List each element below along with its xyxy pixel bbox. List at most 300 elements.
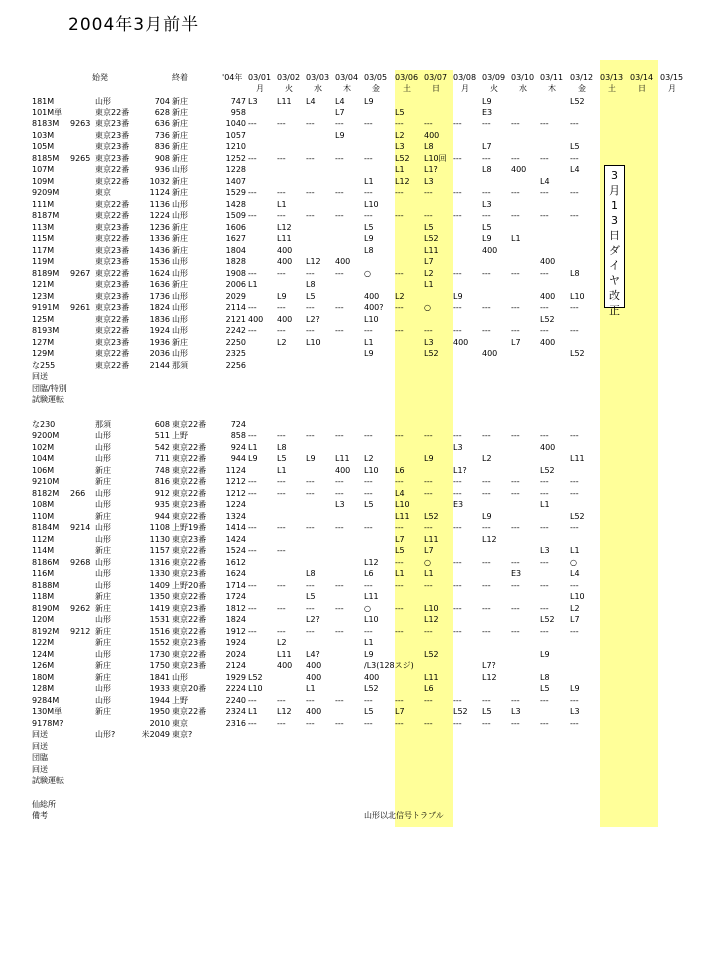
departure-time: 2036 — [149, 349, 170, 358]
destination-station: 山形 — [172, 211, 188, 220]
departure-time: 1436 — [149, 246, 170, 255]
train-number: 125M — [32, 315, 55, 324]
car-assignment: --- — [453, 604, 462, 613]
origin-station: 東京23番 — [95, 257, 130, 266]
car-assignment: --- — [395, 269, 404, 278]
car-assignment: L11 — [424, 535, 439, 544]
car-assignment: L11 — [277, 650, 292, 659]
origin-station: 東京22番 — [95, 234, 130, 243]
weekday-header: 木 — [343, 84, 351, 93]
destination-station: 山形 — [172, 303, 188, 312]
car-assignment: L1 — [248, 443, 258, 452]
destination-station: 東京22番 — [172, 627, 207, 636]
origin-station: 山形 — [95, 489, 111, 498]
departure-time: 936 — [154, 165, 170, 174]
destination-station: 山形 — [172, 165, 188, 174]
car-assignment: L9 — [540, 650, 550, 659]
destination-station: 新庄 — [172, 142, 188, 151]
car-assignment: --- — [570, 696, 579, 705]
car-assignment: ○ — [364, 269, 371, 278]
origin-station: 新庄 — [95, 673, 111, 682]
destination-station: 上野 — [172, 431, 188, 440]
origin-station: 東京22番 — [95, 108, 130, 117]
car-assignment: 400 — [364, 673, 380, 682]
car-assignment: --- — [395, 604, 404, 613]
weekday-header: 水 — [519, 84, 527, 93]
car-assignment: L7 — [335, 108, 345, 117]
train-number: 109M — [32, 177, 55, 186]
destination-station: 新庄 — [172, 223, 188, 232]
destination-station: 東京22番 — [172, 477, 207, 486]
car-assignment: L5 — [364, 223, 374, 232]
departure-time: 1108 — [149, 523, 170, 532]
car-assignment: L1 — [395, 569, 405, 578]
car-assignment: --- — [277, 719, 286, 728]
car-assignment: --- — [277, 326, 286, 335]
origin-station: 新庄 — [95, 627, 111, 636]
car-assignment: L9 — [482, 512, 492, 521]
arrival-time: 858 — [230, 431, 246, 440]
car-assignment: 400 — [277, 257, 293, 266]
arrival-time: 1428 — [225, 200, 246, 209]
date-header: 03/01 — [248, 73, 272, 82]
train-number: 104M — [32, 454, 55, 463]
car-assignment: --- — [277, 154, 286, 163]
car-assignment: L10 — [570, 292, 585, 301]
departure-time: 608 — [154, 420, 170, 429]
arrival-time: 1124 — [225, 466, 246, 475]
departure-time: 908 — [154, 154, 170, 163]
car-assignment: E3 — [511, 569, 522, 578]
car-assignment: --- — [482, 627, 491, 636]
weekday-header: 木 — [548, 84, 556, 93]
train-number: 181M — [32, 97, 55, 106]
car-assignment: --- — [540, 188, 549, 197]
car-assignment: L10 — [306, 338, 321, 347]
date-header: 03/02 — [277, 73, 301, 82]
car-assignment: --- — [248, 211, 257, 220]
arrival-time: 1714 — [225, 581, 246, 590]
destination-station: 上野20番 — [172, 581, 207, 590]
car-assignment: --- — [306, 581, 315, 590]
car-assignment: L10 — [364, 615, 379, 624]
origin-station: 山形 — [95, 569, 111, 578]
destination-station: 新庄 — [172, 108, 188, 117]
origin-station: 新庄 — [95, 604, 111, 613]
car-assignment: L2 — [482, 454, 492, 463]
car-assignment: L4 — [540, 177, 550, 186]
car-assignment: L7 — [424, 257, 434, 266]
car-assignment: --- — [335, 696, 344, 705]
origin-station: 那須 — [95, 420, 111, 429]
car-assignment: --- — [540, 696, 549, 705]
destination-station: 東京23番 — [172, 638, 207, 647]
alt-number: 9267 — [70, 269, 91, 278]
car-assignment: --- — [570, 489, 579, 498]
arrival-time: 1929 — [225, 673, 246, 682]
departure-time: 2144 — [149, 361, 170, 370]
train-number: 110M — [32, 512, 55, 521]
destination-station: 新庄 — [172, 131, 188, 140]
train-number: 回送 — [32, 372, 48, 381]
car-assignment: --- — [453, 581, 462, 590]
arrival-time: 1612 — [225, 558, 246, 567]
car-assignment: --- — [453, 523, 462, 532]
car-assignment: --- — [453, 119, 462, 128]
car-assignment: L12 — [277, 223, 292, 232]
car-assignment: --- — [335, 604, 344, 613]
train-number: 9178M? — [32, 719, 64, 728]
departure-time: 1950 — [149, 707, 170, 716]
car-assignment: --- — [277, 546, 286, 555]
car-assignment: --- — [482, 303, 491, 312]
car-assignment: --- — [482, 188, 491, 197]
car-assignment: --- — [453, 154, 462, 163]
car-assignment: --- — [540, 558, 549, 567]
car-assignment: --- — [482, 523, 491, 532]
train-number: 128M — [32, 684, 55, 693]
car-assignment: L1 — [248, 707, 258, 716]
car-assignment: --- — [395, 719, 404, 728]
car-assignment: --- — [511, 188, 520, 197]
car-assignment: --- — [424, 326, 433, 335]
car-assignment: --- — [364, 523, 373, 532]
arrival-time: 944 — [230, 454, 246, 463]
car-assignment: --- — [453, 211, 462, 220]
car-assignment: L9 — [306, 454, 316, 463]
car-assignment: L4 — [335, 97, 345, 106]
car-assignment: --- — [570, 431, 579, 440]
train-number: 120M — [32, 615, 55, 624]
car-assignment: L9 — [248, 454, 258, 463]
origin-station: 山形 — [95, 581, 111, 590]
date-header: 03/06 — [395, 73, 419, 82]
car-assignment: --- — [540, 604, 549, 613]
departure-time: 1136 — [149, 200, 170, 209]
date-header: 03/12 — [570, 73, 594, 82]
car-assignment: L1 — [364, 177, 374, 186]
car-assignment: 400 — [306, 673, 322, 682]
origin-station: 山形 — [95, 615, 111, 624]
destination-station: 東京22番 — [172, 546, 207, 555]
train-number: 9284M — [32, 696, 60, 705]
car-assignment: --- — [395, 477, 404, 486]
destination-station: 東京23番 — [172, 569, 207, 578]
destination-station: 東京22番 — [172, 707, 207, 716]
car-assignment: 400 — [335, 466, 351, 475]
weekday-header: 月 — [256, 84, 264, 93]
departure-time: 1157 — [149, 546, 170, 555]
car-assignment: L9 — [453, 292, 463, 301]
car-assignment: --- — [306, 431, 315, 440]
car-assignment: L5 — [395, 108, 405, 117]
car-assignment: L9 — [482, 234, 492, 243]
origin-header: 始発 — [92, 73, 108, 82]
car-assignment: --- — [424, 581, 433, 590]
car-assignment: --- — [424, 119, 433, 128]
car-assignment: L2 — [395, 292, 405, 301]
car-assignment: L3 — [248, 97, 258, 106]
car-assignment: --- — [424, 211, 433, 220]
car-assignment: --- — [364, 719, 373, 728]
train-number: 115M — [32, 234, 55, 243]
arrival-time: 1424 — [225, 535, 246, 544]
origin-station: 東京22番 — [95, 165, 130, 174]
arrival-time: 1606 — [225, 223, 246, 232]
car-assignment: --- — [248, 326, 257, 335]
car-assignment: --- — [482, 119, 491, 128]
car-assignment: --- — [277, 627, 286, 636]
car-assignment: --- — [248, 477, 257, 486]
destination-station: 山形 — [172, 257, 188, 266]
car-assignment: L7 — [570, 615, 580, 624]
car-assignment: L5 — [306, 292, 316, 301]
departure-time: 1841 — [149, 673, 170, 682]
car-assignment: --- — [335, 211, 344, 220]
arrival-time: 1407 — [225, 177, 246, 186]
car-assignment: --- — [277, 188, 286, 197]
car-assignment: --- — [248, 581, 257, 590]
car-assignment: --- — [395, 303, 404, 312]
car-assignment: L1 — [395, 165, 405, 174]
train-number: 117M — [32, 246, 55, 255]
train-number: 130M単 — [32, 707, 63, 716]
car-assignment: --- — [453, 489, 462, 498]
arrival-time: 1210 — [225, 142, 246, 151]
car-assignment: --- — [277, 119, 286, 128]
car-assignment: L8 — [424, 142, 434, 151]
departure-time: 1624 — [149, 269, 170, 278]
train-number: な255 — [32, 361, 56, 370]
car-assignment: --- — [511, 119, 520, 128]
car-assignment: --- — [511, 269, 520, 278]
train-number: 127M — [32, 338, 55, 347]
car-assignment: --- — [248, 188, 257, 197]
car-assignment: L4? — [306, 650, 320, 659]
car-assignment: --- — [335, 477, 344, 486]
car-assignment: --- — [453, 431, 462, 440]
car-assignment: L11 — [364, 592, 379, 601]
car-assignment: --- — [277, 696, 286, 705]
notice-char: 1 — [611, 199, 618, 212]
car-assignment: --- — [540, 581, 549, 590]
destination-station: 東京22番 — [172, 512, 207, 521]
date-header: 03/04 — [335, 73, 359, 82]
notice-char: 月 — [609, 184, 620, 197]
train-number: 105M — [32, 142, 55, 151]
train-number: 123M — [32, 292, 55, 301]
car-assignment: L52 — [424, 650, 439, 659]
train-number: 8183M — [32, 119, 60, 128]
arrival-time: 2029 — [225, 292, 246, 301]
weekday-header: 土 — [403, 84, 411, 93]
car-assignment: L8 — [540, 673, 550, 682]
alt-number: 9262 — [70, 604, 91, 613]
car-assignment: --- — [395, 211, 404, 220]
origin-station: 山形 — [95, 443, 111, 452]
car-assignment: --- — [306, 154, 315, 163]
train-number: 107M — [32, 165, 55, 174]
car-assignment: L7 — [511, 338, 521, 347]
departure-time: 1032 — [149, 177, 170, 186]
destination-station: 新庄 — [172, 280, 188, 289]
weekday-header: 金 — [578, 84, 586, 93]
destination-station: 那須 — [172, 361, 188, 370]
car-assignment: L6 — [395, 466, 405, 475]
car-assignment: --- — [277, 489, 286, 498]
origin-station: 東京22番 — [95, 200, 130, 209]
destination-station: 新庄 — [172, 177, 188, 186]
car-assignment: L52 — [570, 97, 585, 106]
date-header: 03/15 — [660, 73, 684, 82]
train-number: 9200M — [32, 431, 60, 440]
car-assignment: --- — [364, 154, 373, 163]
destination-station: 東京22番 — [172, 454, 207, 463]
car-assignment: --- — [540, 523, 549, 532]
arrival-time: 2024 — [225, 650, 246, 659]
car-assignment: L5 — [482, 707, 492, 716]
car-assignment: --- — [306, 119, 315, 128]
car-assignment: L9 — [570, 684, 580, 693]
alt-number: 266 — [70, 489, 86, 498]
car-assignment: L1 — [277, 200, 287, 209]
car-assignment: E3 — [482, 108, 493, 117]
car-assignment: L10 — [364, 315, 379, 324]
arrival-time: 2325 — [225, 349, 246, 358]
origin-station: 東京22番 — [95, 177, 130, 186]
origin-station: 東京22番 — [95, 315, 130, 324]
train-number: 8188M — [32, 581, 60, 590]
car-assignment: L1 — [511, 234, 521, 243]
origin-station: 新庄 — [95, 661, 111, 670]
train-number: 124M — [32, 650, 55, 659]
car-assignment: --- — [277, 604, 286, 613]
car-assignment: L52 — [424, 234, 439, 243]
notice-char: 3 — [611, 169, 618, 182]
departure-time: 1224 — [149, 211, 170, 220]
car-assignment: --- — [540, 627, 549, 636]
car-assignment: --- — [482, 604, 491, 613]
destination-station: 東京 — [172, 719, 188, 728]
car-assignment: --- — [395, 581, 404, 590]
car-assignment: L10 — [248, 684, 263, 693]
departure-time: 935 — [154, 500, 170, 509]
arrival-time: 2114 — [225, 303, 246, 312]
weekday-header: 月 — [668, 84, 676, 93]
departure-time: 1409 — [149, 581, 170, 590]
car-assignment: --- — [395, 558, 404, 567]
car-assignment: --- — [511, 326, 520, 335]
car-assignment: --- — [511, 477, 520, 486]
train-number: 106M — [32, 466, 55, 475]
car-assignment: --- — [248, 546, 257, 555]
date-header: 03/08 — [453, 73, 477, 82]
departure-time: 米2049 — [141, 730, 170, 739]
departure-time: 1316 — [149, 558, 170, 567]
destination-station: 東京22番 — [172, 650, 207, 659]
car-assignment: --- — [364, 627, 373, 636]
arrival-time: 1228 — [225, 165, 246, 174]
notice-char: 改 — [609, 289, 620, 302]
car-assignment: L5 — [306, 592, 316, 601]
car-assignment: --- — [570, 303, 579, 312]
date-header: 03/07 — [424, 73, 448, 82]
car-assignment: --- — [540, 719, 549, 728]
arrival-time: 1324 — [225, 512, 246, 521]
arrival-time: 2124 — [225, 661, 246, 670]
car-assignment: 400 — [248, 315, 264, 324]
car-assignment: --- — [453, 719, 462, 728]
car-assignment: --- — [482, 558, 491, 567]
alt-number: 9214 — [70, 523, 91, 532]
car-assignment: L3 — [453, 443, 463, 452]
weekday-header: 火 — [285, 84, 293, 93]
car-assignment: 400 — [453, 338, 469, 347]
car-assignment: L12 — [482, 535, 497, 544]
origin-station: 東京22番 — [95, 211, 130, 220]
car-assignment: L2 — [395, 131, 405, 140]
car-assignment: --- — [364, 477, 373, 486]
car-assignment: L1 — [306, 684, 316, 693]
arrival-time: 1529 — [225, 188, 246, 197]
departure-time: 636 — [154, 119, 170, 128]
origin-station: 新庄 — [95, 466, 111, 475]
destination-station: 山形 — [172, 349, 188, 358]
train-number: 102M — [32, 443, 55, 452]
destination-station: 東京20番 — [172, 684, 207, 693]
car-assignment: --- — [453, 326, 462, 335]
car-assignment: --- — [335, 119, 344, 128]
car-assignment: --- — [335, 154, 344, 163]
car-assignment: L3 — [511, 707, 521, 716]
train-number: 試験運転 — [32, 776, 64, 785]
page-title: 2004年3月前半 — [68, 15, 200, 35]
car-assignment: --- — [482, 489, 491, 498]
car-assignment: L9 — [364, 349, 374, 358]
car-assignment: --- — [570, 326, 579, 335]
destination-station: 山形 — [172, 200, 188, 209]
car-assignment: L11 — [395, 512, 410, 521]
destination-station: 新庄 — [172, 119, 188, 128]
train-number: 103M — [32, 131, 55, 140]
car-assignment: L8 — [570, 269, 580, 278]
arrival-time: 2256 — [225, 361, 246, 370]
alt-number: 9268 — [70, 558, 91, 567]
origin-station: 新庄 — [95, 477, 111, 486]
origin-station: 東京23番 — [95, 280, 130, 289]
car-assignment: --- — [306, 303, 315, 312]
train-number: 8184M — [32, 523, 60, 532]
car-assignment: 400 — [335, 257, 351, 266]
destination-station: 東京22番 — [172, 615, 207, 624]
origin-station: 東京22番 — [95, 361, 130, 370]
car-assignment: --- — [306, 489, 315, 498]
train-number: 180M — [32, 673, 55, 682]
car-assignment: L8 — [482, 165, 492, 174]
weekday-header: 火 — [490, 84, 498, 93]
timetable-revision-notice — [604, 165, 625, 317]
car-assignment: --- — [335, 431, 344, 440]
car-assignment: 400 — [277, 661, 293, 670]
departure-time: 1824 — [149, 303, 170, 312]
train-number: な230 — [32, 420, 56, 429]
departure-time: 1236 — [149, 223, 170, 232]
car-assignment: --- — [277, 477, 286, 486]
car-assignment: L4 — [306, 97, 316, 106]
arrival-time: 2324 — [225, 707, 246, 716]
origin-station: 東京23番 — [95, 119, 130, 128]
car-assignment: 400? — [364, 303, 384, 312]
